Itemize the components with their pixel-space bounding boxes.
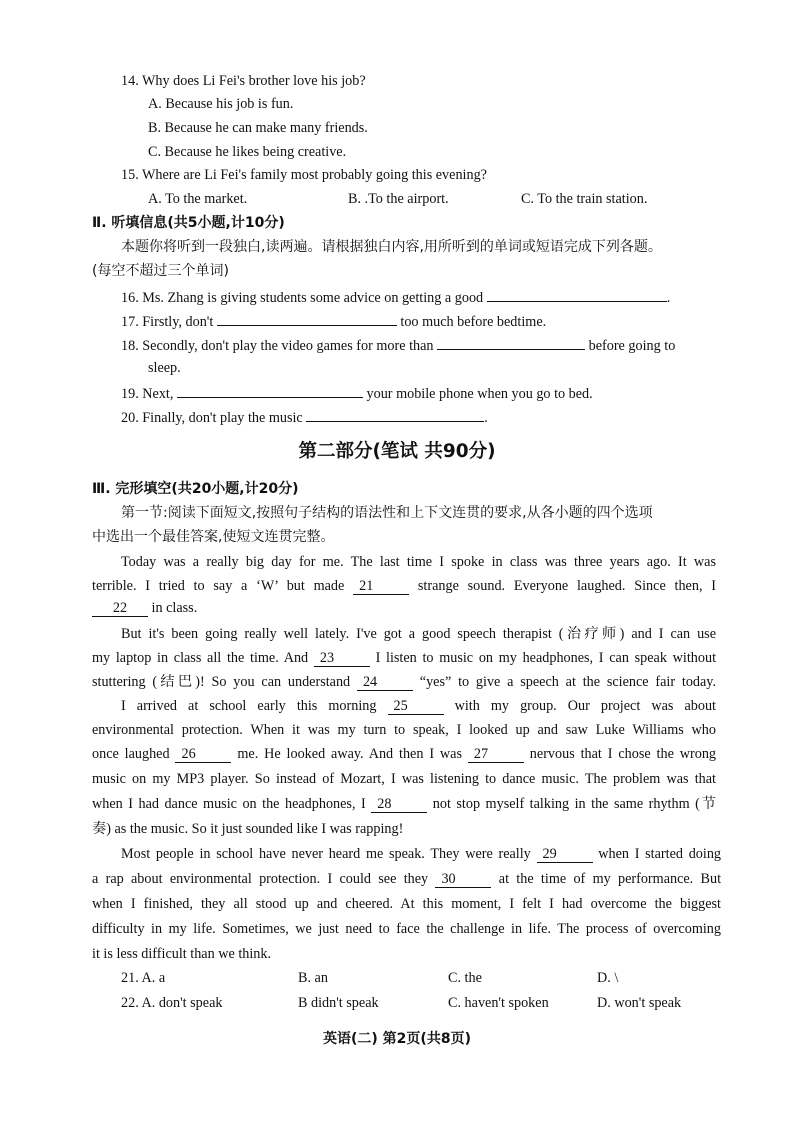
passage-line: Today was a really big day for me. The last time I spoke in class was three years ago. It was [121, 554, 716, 570]
passage-line: Most people in school have never heard me speak. They were really 29 when I started doing [121, 846, 722, 862]
question-22-option-c[interactable]: C. haven't spoken [448, 995, 549, 1011]
answer-blank-18[interactable] [437, 335, 585, 350]
question-18-end: before going to [588, 338, 676, 354]
question-22-option-d[interactable]: D. won't speak [597, 995, 682, 1011]
blank-26[interactable]: 26 [175, 746, 231, 763]
blank-27[interactable]: 27 [468, 746, 524, 763]
passage-line: once laughed 26 me. He looked away. And then I was 27 nervous that I chose the wrong [92, 746, 717, 762]
section-2-heading: Ⅱ. 听填信息(共5小题,计10分) [92, 215, 285, 231]
section-3-instruction: 第一节:阅读下面短文,按照句子结构的语法性和上下文连贯的要求,从各小题的四个选项 [121, 505, 653, 521]
passage-line: stuttering (结巴)! So you can understand 24 “yes” to give a speech at the science fair today. [92, 674, 717, 690]
passage-line: But it's been going really well lately. I've got a good speech therapist (治疗师) and I can use [121, 626, 716, 642]
question-21-option-d[interactable]: D. \ [597, 970, 619, 986]
passage-line: environmental protection. When it was my turn to speak, I looked up and saw Luke Williams who [92, 722, 716, 738]
question-15-option-b: B. .To the airport. [348, 191, 449, 207]
question-16-end: . [666, 290, 671, 306]
blank-21[interactable]: 21 [353, 578, 409, 595]
part-2-title: 第二部分(笔试 共90分) [298, 441, 496, 462]
answer-blank-17[interactable] [217, 311, 397, 326]
question-16-text: 16. Ms. Zhang is giving students some advice on getting a good [121, 290, 484, 306]
question-14-option-c: C. Because he likes being creative. [148, 144, 347, 160]
passage-line: a rap about environmental protection. I could see they 30 at the time of my performance. But [92, 871, 722, 887]
question-18 [121, 335, 675, 355]
passage-line: when I had dance music on the headphones, I 28 not stop myself talking in the same rhythm (节 [92, 796, 716, 812]
question-21-option-a[interactable]: 21. A. a [121, 970, 166, 986]
question-17-end: too much before bedtime. [400, 314, 547, 330]
question-15-stem: 15. Where are Li Fei's family most probably going this evening? [121, 167, 487, 183]
question-20-text: 20. Finally, don't play the music [121, 410, 303, 426]
passage-line: when I finished, they all stood up and cheered. At this moment, I felt I had overcome the biggest [92, 896, 721, 912]
passage-line: it is less difficult than we think. [92, 946, 272, 962]
passage-line: I arrived at school early this morning 25 with my group. Our project was about [121, 698, 716, 714]
question-19-end: your mobile phone when you go to bed. [366, 386, 593, 402]
passage-line: difficulty in my life. Sometimes, we just need to face the challenge in life. The process of overcoming [92, 921, 721, 937]
question-18-text: 18. Secondly, don't play the video games for more than [121, 338, 434, 354]
question-14-stem: 14. Why does Li Fei's brother love his job? [121, 73, 366, 89]
blank-23[interactable]: 23 [314, 650, 370, 667]
question-14-option-a: A. Because his job is fun. [148, 96, 294, 112]
passage-line: 22 in class. [92, 599, 197, 617]
question-15-option-a: A. To the market. [148, 191, 248, 207]
question-22-option-a[interactable]: 22. A. don't speak [121, 995, 223, 1011]
blank-29[interactable]: 29 [537, 846, 593, 863]
answer-blank-20[interactable] [306, 407, 484, 422]
page-footer: 英语(二) 第2页(共8页) [323, 1031, 471, 1047]
question-19-text: 19. Next, [121, 386, 174, 402]
passage-line: my laptop in class all the time. And 23 I listen to music on my headphones, I can speak without [92, 650, 717, 666]
passage-line: terrible. I tried to say a ‘W’ but made 21 strange sound. Everyone laughed. Since then, I [92, 578, 716, 594]
answer-blank-16[interactable] [487, 287, 667, 302]
question-17-text: 17. Firstly, don't [121, 314, 214, 330]
question-21-option-b[interactable]: B. an [298, 970, 328, 986]
blank-22[interactable]: 22 [92, 600, 148, 617]
question-22-option-b[interactable]: B didn't speak [298, 995, 379, 1011]
question-20-end: . [484, 410, 488, 426]
passage-line: music on my MP3 player. So instead of Mozart, I was listening to dance music. The problem was that [92, 771, 716, 787]
section-3-heading: Ⅲ. 完形填空(共20小题,计20分) [92, 481, 299, 497]
blank-24[interactable]: 24 [357, 674, 413, 691]
question-21-option-c[interactable]: C. the [448, 970, 482, 986]
section-3-instruction-cont: 中选出一个最佳答案,使短文连贯完整。 [92, 529, 335, 545]
question-15-option-c: C. To the train station. [521, 191, 648, 207]
blank-28[interactable]: 28 [371, 796, 427, 813]
blank-25[interactable]: 25 [388, 698, 444, 715]
question-19 [121, 383, 593, 403]
blank-30[interactable]: 30 [435, 871, 491, 888]
question-14-option-b: B. Because he can make many friends. [148, 120, 368, 136]
answer-blank-19[interactable] [177, 383, 363, 398]
question-20 [121, 407, 488, 427]
question-16 [121, 287, 670, 307]
passage-line: 奏) as the music. So it just sounded like I was rapping! [92, 821, 404, 837]
section-2-instruction: 本题你将听到一段独白,读两遍。请根据独白内容,用所听到的单词或短语完成下列各题。 [121, 239, 662, 255]
section-2-instruction-note: (每空不超过三个单词) [92, 263, 229, 279]
question-18-continued: sleep. [148, 360, 181, 376]
question-17 [121, 311, 546, 331]
